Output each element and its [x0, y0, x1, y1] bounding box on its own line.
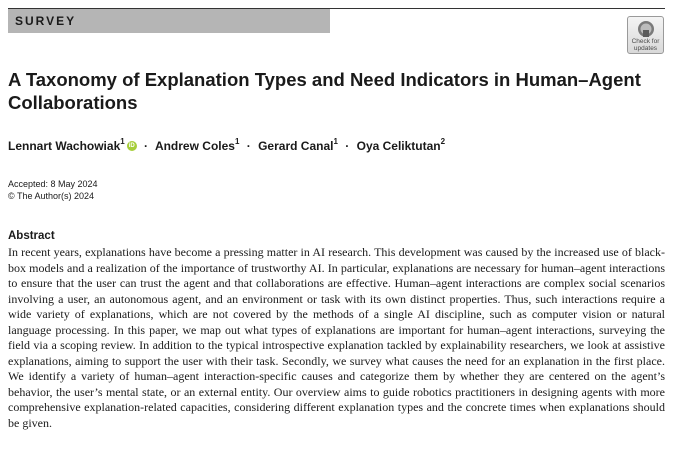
author-list: [8, 138, 445, 153]
paper-title: A Taxonomy of Explanation Types and Need Indicators in Human–Agent Collaborations: [8, 69, 641, 113]
author-name[interactable]: Lennart Wachowiak: [8, 139, 121, 153]
author-name[interactable]: Oya Celiktutan: [356, 139, 441, 153]
copyright-notice: © The Author(s) 2024: [8, 191, 95, 201]
crossmark-icon: [637, 20, 655, 38]
section-label: SURVEY: [15, 14, 77, 28]
check-updates-line2: updates: [633, 45, 658, 52]
author-separator: ·: [246, 139, 251, 153]
orcid-icon[interactable]: iD: [128, 142, 135, 149]
author-separator: ·: [345, 139, 350, 153]
section-banner: [8, 9, 330, 33]
author-name[interactable]: Gerard Canal: [258, 139, 334, 153]
author-affiliation: 1: [333, 137, 338, 146]
abstract-heading: Abstract: [8, 230, 55, 242]
author-affiliation: 2: [440, 137, 446, 146]
author-affiliation: 1: [120, 137, 125, 146]
accepted-date: Accepted: 8 May 2024: [8, 179, 98, 189]
author-separator: ·: [144, 139, 149, 153]
author-affiliation: 1: [234, 137, 240, 146]
check-for-updates-button[interactable]: [627, 16, 664, 54]
abstract-text: In recent years, explanations have become a pressing matter in AI research. This development was caused by the increased use of black-box models and a realization of the importance of trustworthy AI. In particular, explanations are necessary for human–agent interactions to ensure that the user can trust the agent and that collaborations are effective. Human–agent interactions are complex social scenarios involving a user, an autonomous agent, and an environment or task with its own distinct properties. Thus, such interactions require a wide variety of explanations, which are not covered by the methods of a single AI discipline, such as computer vision or natural language processing. In this paper, we map out what types of explanations are important for human–agent interactions, surveying the field via a scoping review. In addition to the typical introspective explanation tackled by explainability researchers, we look at assistive explanations, aiming to support the user with their task. Secondly, we survey what causes the need for an explanation in the first place. We identify a variety of human–agent interaction-specific causes and categorize them by whether they are centered on the agent’s behavior, the user’s mental state, or an external entity. Our overview aims to guide robotics practitioners in designing agents with more comprehensive explanation-related capacities, considering different explanation types and the concrete times when explanations should be given.: [8, 245, 665, 430]
author-name[interactable]: Andrew Coles: [154, 139, 235, 153]
check-updates-line1: Check for: [631, 38, 660, 45]
publication-meta: [8, 178, 98, 202]
